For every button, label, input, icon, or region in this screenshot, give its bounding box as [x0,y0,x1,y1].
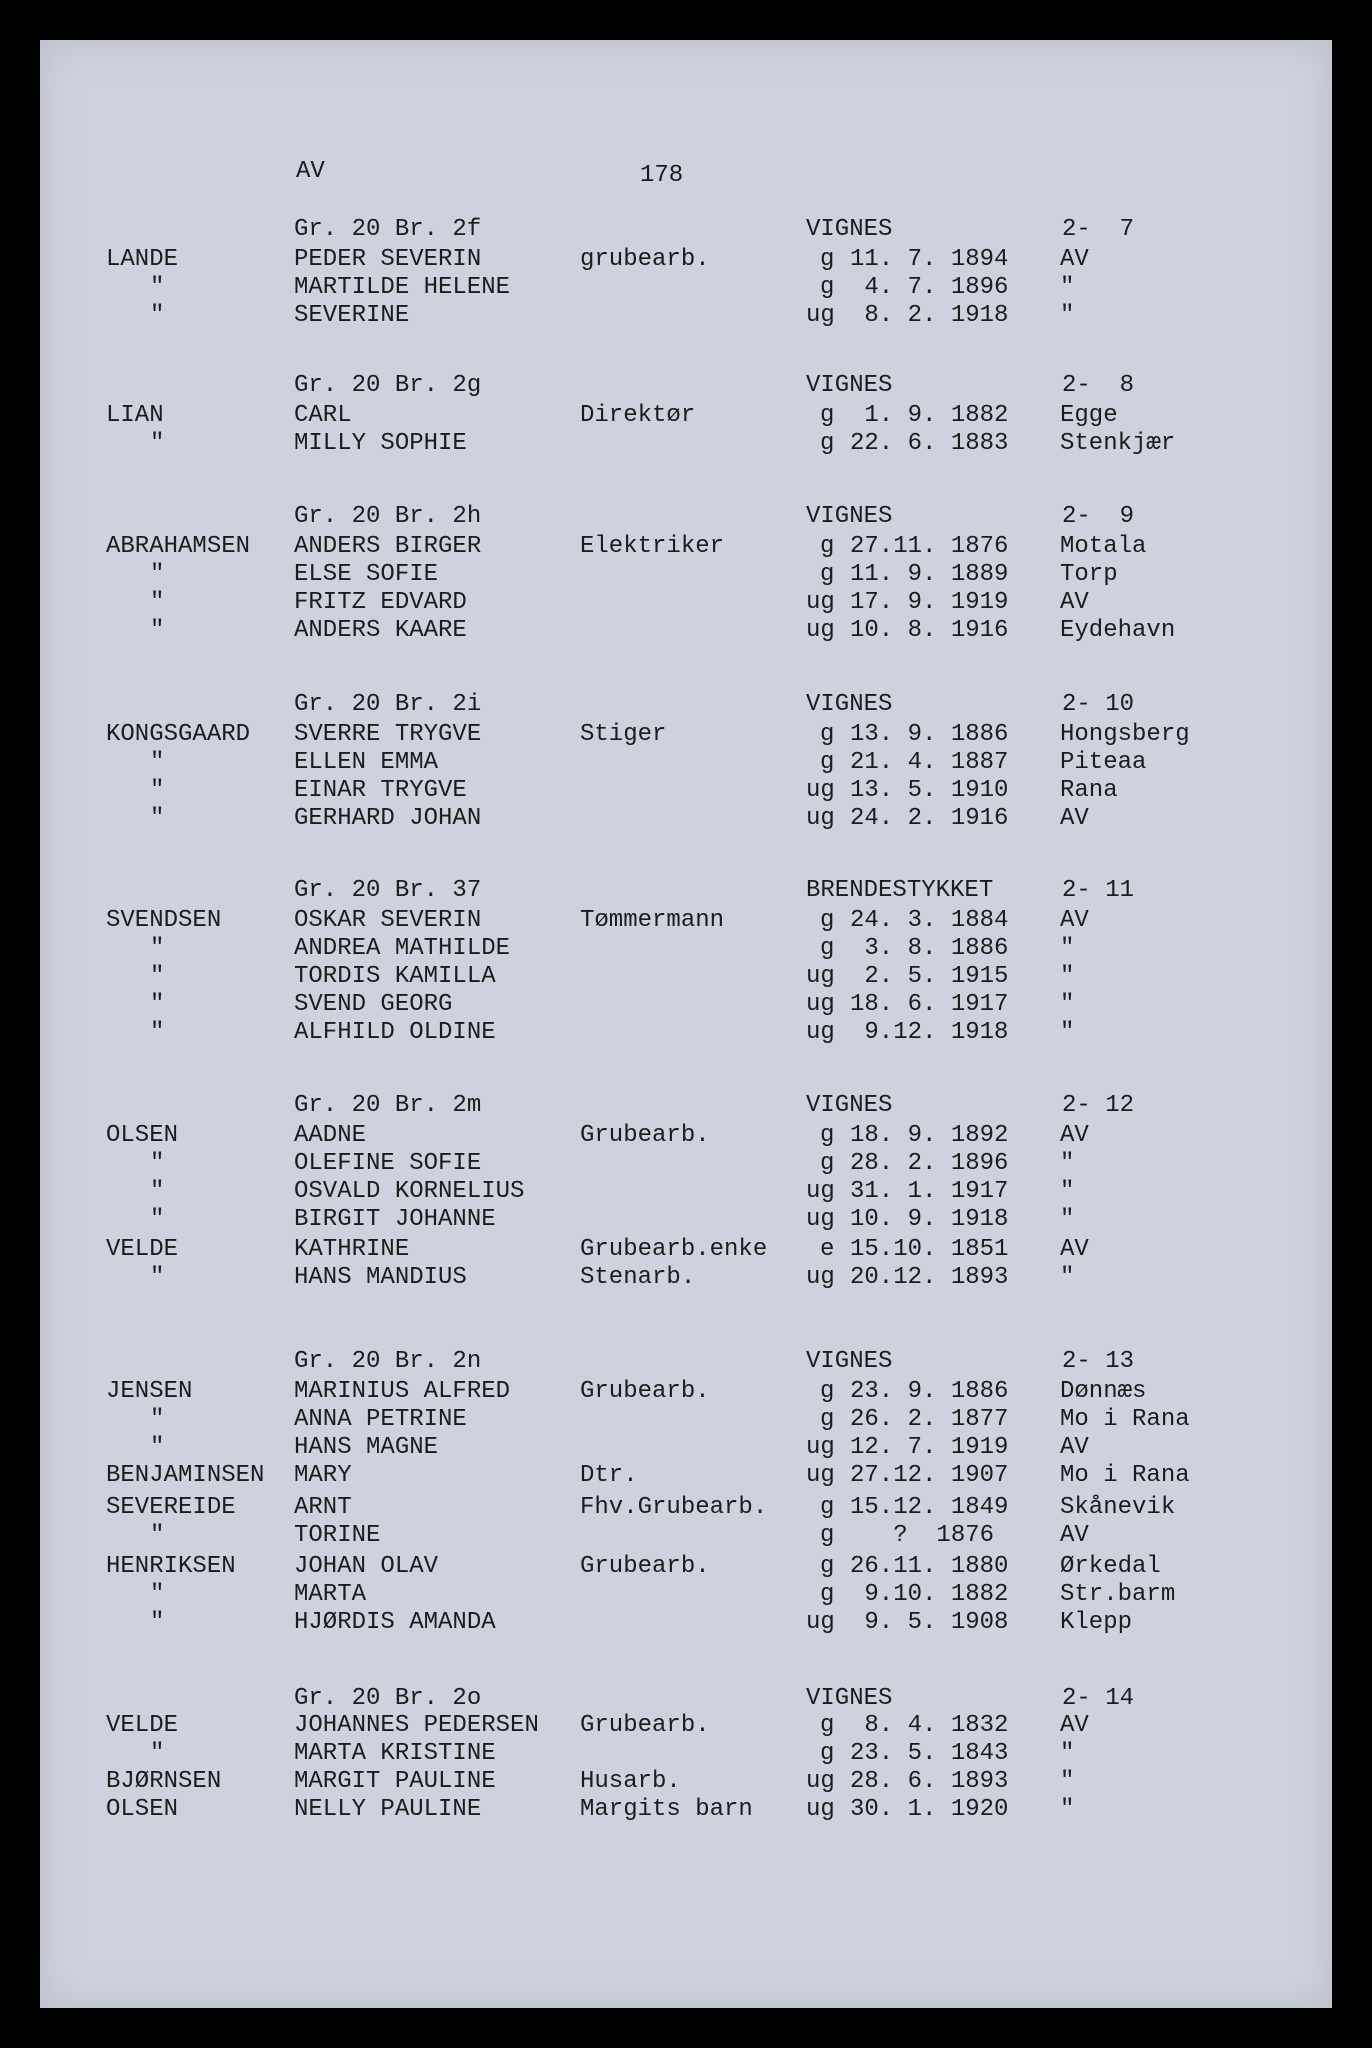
birth-date-cell: 28. 6. 1893 [850,1768,1009,1795]
status-cell: g [820,1740,835,1767]
given-name-cell: OLEFINE SOFIE [294,1150,482,1177]
given-name-cell: GERHARD JOHAN [294,805,482,832]
occupation-cell: Fhv.Grubearb. [580,1494,768,1521]
birth-date-cell: 8. 4. 1832 [850,1712,1009,1739]
given-name-cell: MARINIUS ALFRED [294,1378,511,1405]
surname-cell: HENRIKSEN [106,1553,236,1580]
occupation-cell: Grubearb. [580,1122,710,1149]
surname-cell: " [150,805,165,832]
group-reference: Gr. 20 Br. 2o [294,1685,482,1712]
status-cell: ug [806,777,835,804]
birth-date-cell: ? 1876 [850,1522,995,1549]
birthplace-cell: AV [1060,246,1089,273]
given-name-cell: HJØRDIS AMANDA [294,1609,496,1636]
surname-cell: BENJAMINSEN [106,1462,265,1489]
given-name-cell: SVEND GEORG [294,991,453,1018]
surname-cell: " [150,935,165,962]
birthplace-cell: " [1060,1796,1075,1823]
status-cell: ug [806,805,835,832]
birthplace-cell: " [1060,302,1075,329]
surname-cell: ABRAHAMSEN [106,533,251,560]
surname-cell: LIAN [106,402,164,429]
birth-date-cell: 11. 9. 1889 [850,561,1009,588]
status-cell: g [820,721,835,748]
occupation-cell: Direktør [580,402,696,429]
given-name-cell: KATHRINE [294,1236,410,1263]
birthplace-cell: AV [1060,589,1089,616]
given-name-cell: CARL [294,402,352,429]
surname-cell: " [150,991,165,1018]
given-name-cell: HANS MAGNE [294,1434,439,1461]
given-name-cell: SEVERINE [294,302,410,329]
group-reference: Gr. 20 Br. 2n [294,1348,482,1375]
birth-date-cell: 18. 6. 1917 [850,991,1009,1018]
birth-date-cell: 10. 9. 1918 [850,1206,1009,1233]
birth-date-cell: 13. 9. 1886 [850,721,1009,748]
page-number: 178 [640,162,684,189]
birth-date-cell: 17. 9. 1919 [850,589,1009,616]
birthplace-cell: Str.barm [1060,1581,1176,1608]
surname-cell: " [150,1434,165,1461]
given-name-cell: ANDERS BIRGER [294,533,482,560]
given-name-cell: AADNE [294,1122,367,1149]
occupation-cell: Stenarb. [580,1264,696,1291]
location-name: VIGNES [806,1685,893,1712]
birth-date-cell: 13. 5. 1910 [850,777,1009,804]
birthplace-cell: AV [1060,1122,1089,1149]
birthplace-cell: Ørkedal [1060,1553,1161,1580]
birthplace-cell: AV [1060,805,1089,832]
surname-cell: SEVEREIDE [106,1494,236,1521]
birth-date-cell: 8. 2. 1918 [850,302,1009,329]
birth-date-cell: 23. 9. 1886 [850,1378,1009,1405]
birthplace-cell: " [1060,991,1075,1018]
surname-cell: LANDE [106,246,179,273]
birthplace-cell: " [1060,1178,1075,1205]
given-name-cell: TORINE [294,1522,381,1549]
surname-cell: " [150,430,165,457]
birthplace-cell: Rana [1060,777,1118,804]
surname-cell: OLSEN [106,1122,179,1149]
birth-date-cell: 3. 8. 1886 [850,935,1009,962]
given-name-cell: TORDIS KAMILLA [294,963,496,990]
surname-cell: " [150,749,165,776]
birth-date-cell: 30. 1. 1920 [850,1796,1009,1823]
surname-cell: " [150,963,165,990]
status-cell: g [820,1378,835,1405]
birthplace-cell: Egge [1060,402,1118,429]
status-cell: ug [806,1206,835,1233]
occupation-cell: Grubearb.enke [580,1236,768,1263]
given-name-cell: EINAR TRYGVE [294,777,467,804]
birthplace-cell: " [1060,1264,1075,1291]
location-name: VIGNES [806,691,893,718]
occupation-cell: Grubearb. [580,1712,710,1739]
status-cell: ug [806,1462,835,1489]
status-cell: e [820,1236,835,1263]
status-cell: g [820,1122,835,1149]
birth-date-cell: 28. 2. 1896 [850,1150,1009,1177]
birthplace-cell: " [1060,1768,1075,1795]
given-name-cell: ELSE SOFIE [294,561,439,588]
occupation-cell: Husarb. [580,1768,681,1795]
given-name-cell: ANDREA MATHILDE [294,935,511,962]
birth-date-cell: 15.12. 1849 [850,1494,1009,1521]
occupation-cell: Grubearb. [580,1378,710,1405]
given-name-cell: BIRGIT JOHANNE [294,1206,496,1233]
birthplace-cell: " [1060,1019,1075,1046]
status-cell: g [820,402,835,429]
surname-cell: VELDE [106,1236,179,1263]
surname-cell: " [150,1522,165,1549]
occupation-cell: Tømmermann [580,907,725,934]
given-name-cell: ALFHILD OLDINE [294,1019,496,1046]
birthplace-cell: " [1060,274,1075,301]
given-name-cell: HANS MANDIUS [294,1264,467,1291]
birth-date-cell: 20.12. 1893 [850,1264,1009,1291]
birthplace-cell: " [1060,935,1075,962]
birthplace-cell: " [1060,1206,1075,1233]
birthplace-cell: Dønnæs [1060,1378,1147,1405]
birth-date-cell: 24. 2. 1916 [850,805,1009,832]
status-cell: ug [806,589,835,616]
given-name-cell: ANNA PETRINE [294,1406,467,1433]
given-name-cell: MARGIT PAULINE [294,1768,496,1795]
occupation-cell: Grubearb. [580,1553,710,1580]
birthplace-cell: Stenkjær [1060,430,1176,457]
occupation-cell: Margits barn [580,1796,753,1823]
given-name-cell: JOHAN OLAV [294,1553,439,1580]
birth-date-cell: 15.10. 1851 [850,1236,1009,1263]
status-cell: ug [806,1264,835,1291]
status-cell: g [820,1712,835,1739]
status-cell: g [820,1522,835,1549]
given-name-cell: MARY [294,1462,352,1489]
birthplace-cell: Mo i Rana [1060,1462,1190,1489]
surname-cell: BJØRNSEN [106,1768,222,1795]
group-reference: Gr. 20 Br. 2h [294,503,482,530]
birthplace-cell: " [1060,963,1075,990]
given-name-cell: FRITZ EDVARD [294,589,467,616]
occupation-cell: Stiger [580,721,667,748]
status-cell: ug [806,1178,835,1205]
given-name-cell: PEDER SEVERIN [294,246,482,273]
birth-date-cell: 24. 3. 1884 [850,907,1009,934]
status-cell: g [820,246,835,273]
birth-date-cell: 9. 5. 1908 [850,1609,1009,1636]
status-cell: ug [806,991,835,1018]
birth-date-cell: 12. 7. 1919 [850,1434,1009,1461]
given-name-cell: MARTA KRISTINE [294,1740,496,1767]
surname-cell: " [150,1264,165,1291]
group-reference: Gr. 20 Br. 2f [294,216,482,243]
status-cell: g [820,1581,835,1608]
birth-date-cell: 27.12. 1907 [850,1462,1009,1489]
occupation-cell: Elektriker [580,533,725,560]
birthplace-cell: " [1060,1740,1075,1767]
given-name-cell: OSKAR SEVERIN [294,907,482,934]
birthplace-cell: Motala [1060,533,1147,560]
birth-date-cell: 4. 7. 1896 [850,274,1009,301]
surname-cell: " [150,777,165,804]
birthplace-cell: " [1060,1150,1075,1177]
location-name: VIGNES [806,1092,893,1119]
surname-cell: JENSEN [106,1378,193,1405]
birthplace-cell: Skånevik [1060,1494,1176,1521]
birthplace-cell: AV [1060,1522,1089,1549]
status-cell: ug [806,1434,835,1461]
surname-cell: " [150,561,165,588]
group-reference: Gr. 20 Br. 2i [294,691,482,718]
status-cell: g [820,907,835,934]
house-number: 2- 12 [1062,1092,1135,1119]
given-name-cell: JOHANNES PEDERSEN [294,1712,539,1739]
birth-date-cell: 11. 7. 1894 [850,246,1009,273]
birth-date-cell: 22. 6. 1883 [850,430,1009,457]
status-cell: g [820,935,835,962]
given-name-cell: MARTA [294,1581,367,1608]
given-name-cell: SVERRE TRYGVE [294,721,482,748]
birthplace-cell: AV [1060,907,1089,934]
birth-date-cell: 1. 9. 1882 [850,402,1009,429]
location-name: VIGNES [806,216,893,243]
surname-cell: " [150,589,165,616]
surname-cell: VELDE [106,1712,179,1739]
birthplace-cell: Torp [1060,561,1118,588]
surname-cell: " [150,1019,165,1046]
house-number: 2- 7 [1062,216,1135,243]
status-cell: g [820,274,835,301]
given-name-cell: OSVALD KORNELIUS [294,1178,525,1205]
surname-cell: " [150,1150,165,1177]
status-cell: g [820,430,835,457]
header-place: AV [296,158,325,185]
status-cell: ug [806,1768,835,1795]
house-number: 2- 9 [1062,503,1135,530]
status-cell: g [820,749,835,776]
birth-date-cell: 31. 1. 1917 [850,1178,1009,1205]
house-number: 2- 10 [1062,691,1135,718]
status-cell: g [820,1150,835,1177]
birth-date-cell: 27.11. 1876 [850,533,1009,560]
document-page [40,40,1332,2008]
surname-cell: KONGSGAARD [106,721,251,748]
group-reference: Gr. 20 Br. 2m [294,1092,482,1119]
house-number: 2- 14 [1062,1685,1135,1712]
surname-cell: " [150,302,165,329]
status-cell: ug [806,1019,835,1046]
status-cell: g [820,533,835,560]
birthplace-cell: Hongsberg [1060,721,1190,748]
birth-date-cell: 26. 2. 1877 [850,1406,1009,1433]
surname-cell: OLSEN [106,1796,179,1823]
birthplace-cell: AV [1060,1712,1089,1739]
location-name: VIGNES [806,1348,893,1375]
birth-date-cell: 10. 8. 1916 [850,617,1009,644]
house-number: 2- 13 [1062,1348,1135,1375]
house-number: 2- 8 [1062,372,1135,399]
house-number: 2- 11 [1062,877,1135,904]
status-cell: g [820,1406,835,1433]
occupation-cell: grubearb. [580,246,710,273]
birth-date-cell: 21. 4. 1887 [850,749,1009,776]
birthplace-cell: Mo i Rana [1060,1406,1190,1433]
surname-cell: SVENDSEN [106,907,222,934]
given-name-cell: ARNT [294,1494,352,1521]
surname-cell: " [150,1581,165,1608]
birthplace-cell: Klepp [1060,1609,1133,1636]
birthplace-cell: Piteaa [1060,749,1147,776]
surname-cell: " [150,617,165,644]
surname-cell: " [150,274,165,301]
birth-date-cell: 2. 5. 1915 [850,963,1009,990]
given-name-cell: NELLY PAULINE [294,1796,482,1823]
given-name-cell: ELLEN EMMA [294,749,439,776]
surname-cell: " [150,1206,165,1233]
given-name-cell: ANDERS KAARE [294,617,467,644]
birthplace-cell: AV [1060,1236,1089,1263]
given-name-cell: MARTILDE HELENE [294,274,511,301]
location-name: BRENDESTYKKET [806,877,994,904]
status-cell: ug [806,617,835,644]
surname-cell: " [150,1178,165,1205]
birth-date-cell: 26.11. 1880 [850,1553,1009,1580]
status-cell: ug [806,1796,835,1823]
given-name-cell: MILLY SOPHIE [294,430,467,457]
status-cell: g [820,561,835,588]
status-cell: ug [806,302,835,329]
status-cell: g [820,1494,835,1521]
surname-cell: " [150,1406,165,1433]
surname-cell: " [150,1740,165,1767]
birthplace-cell: AV [1060,1434,1089,1461]
group-reference: Gr. 20 Br. 37 [294,877,482,904]
status-cell: ug [806,963,835,990]
group-reference: Gr. 20 Br. 2g [294,372,482,399]
birth-date-cell: 23. 5. 1843 [850,1740,1009,1767]
surname-cell: " [150,1609,165,1636]
occupation-cell: Dtr. [580,1462,638,1489]
birthplace-cell: Eydehavn [1060,617,1176,644]
birth-date-cell: 18. 9. 1892 [850,1122,1009,1149]
birth-date-cell: 9.10. 1882 [850,1581,1009,1608]
status-cell: g [820,1553,835,1580]
location-name: VIGNES [806,503,893,530]
status-cell: ug [806,1609,835,1636]
location-name: VIGNES [806,372,893,399]
birth-date-cell: 9.12. 1918 [850,1019,1009,1046]
